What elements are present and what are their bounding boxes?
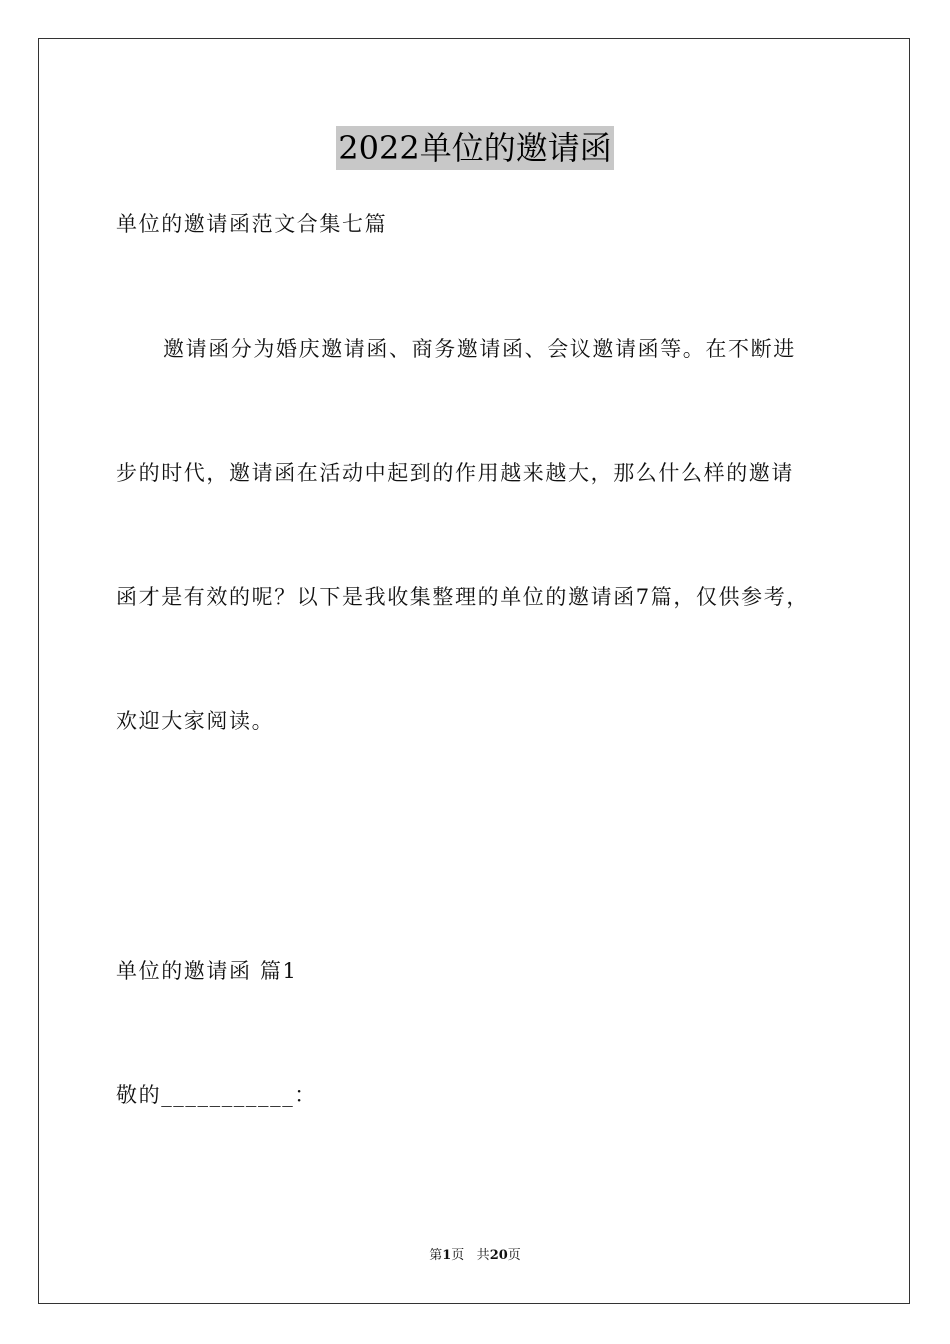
footer-page-prefix: 第 xyxy=(429,1248,443,1263)
footer-total-prefix: 共 xyxy=(476,1248,490,1263)
footer-page-suffix: 页 xyxy=(451,1248,465,1263)
salutation-line: 敬的___________： xyxy=(116,1083,317,1107)
paragraph-line-2: 步的时代，邀请函在活动中起到的作用越来越大，那么什么样的邀请 xyxy=(116,461,794,485)
document-subtitle: 单位的邀请函范文合集七篇 xyxy=(116,212,388,236)
page-footer xyxy=(0,1246,950,1266)
footer-total-pages: 20 xyxy=(489,1248,508,1263)
paragraph-line-1: 邀请函分为婚庆邀请函、商务邀请函、会议邀请函等。在不断进 xyxy=(163,337,796,361)
title-container xyxy=(0,126,950,170)
document-title: 2022单位的邀请函 xyxy=(336,126,613,170)
footer-total-suffix: 页 xyxy=(507,1248,521,1263)
section-heading: 单位的邀请函 篇1 xyxy=(116,959,298,983)
paragraph-line-4: 欢迎大家阅读。 xyxy=(116,709,275,733)
footer-page-number: 1 xyxy=(442,1248,452,1263)
paragraph-line-3: 函才是有效的呢？以下是我收集整理的单位的邀请函7篇，仅供参考， xyxy=(116,585,809,609)
